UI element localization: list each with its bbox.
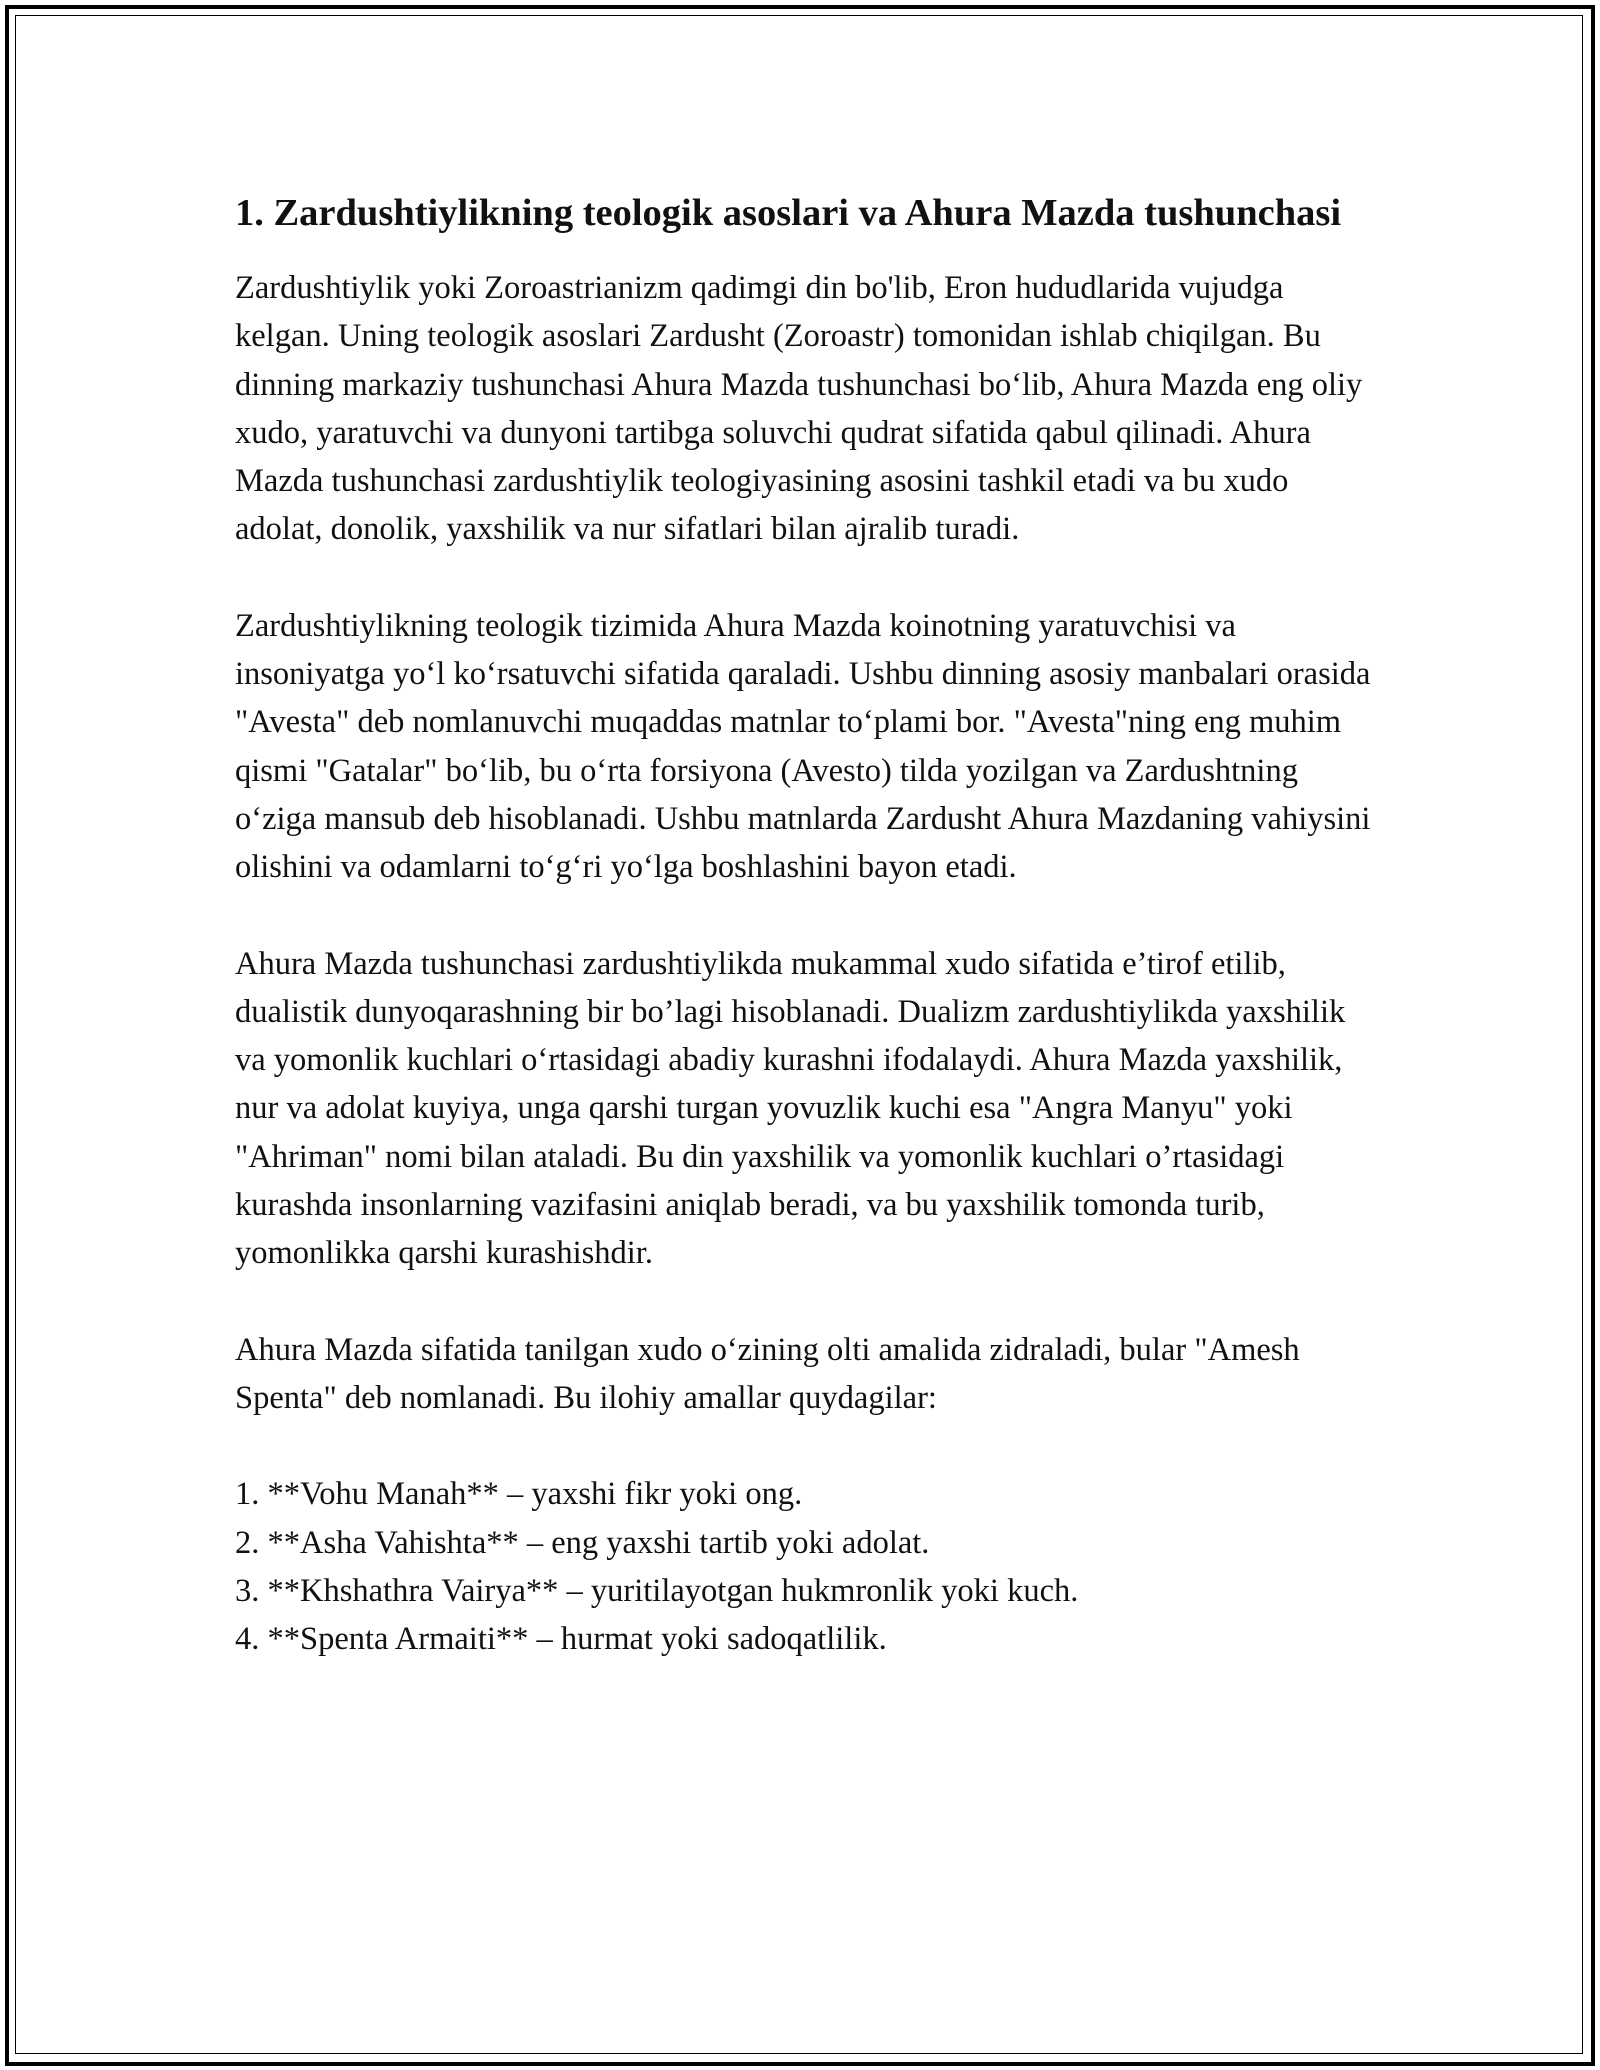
list-item: 2. **Asha Vahishta** – eng yaxshi tartib yoki adolat.	[235, 1524, 930, 1561]
list-item: 1. **Vohu Manah** – yaxshi fikr yoki ong.	[235, 1476, 803, 1513]
paragraph-4: Ahura Mazda sifatida tanilgan xudo o‘zining olti amalida zidraladi, bular "Amesh Spenta" deb nomlanadi. Bu ilohiy amallar quydagilar:	[235, 1331, 1300, 1416]
list-item: 4. **Spenta Armaiti** – hurmat yoki sadoqatlilik.	[235, 1621, 887, 1658]
list-item: 3. **Khshathra Vairya** – yuritilayotgan hukmronlik yoki kuch.	[235, 1572, 1079, 1609]
paragraph-3: Ahura Mazda tushunchasi zardushtiylikda mukammal xudo sifatida e’tirof etilib, dualistik dunyoqarashning bir bo’lagi hisoblanadi. Dualizm zardushtiylikda yaxshilik va yomonlik kuchlari o‘rtasidagi abadiy kurashni ifodalaydi. Ahura Mazda yaxshilik, nur va adolat kuyiya, unga qarshi turgan yovuzlik kuchi esa "Angra Manyu" yoki "Ahriman" nomi bilan ataladi. Bu din yaxshilik va yomonlik kuchlari o’rtasidagi kurashda insonlarning vazifasini aniqlab beradi, va bu yaxshilik tomonda turib, yomonlikka qarshi kurashishdir.	[235, 945, 1346, 1272]
section-heading: 1. Zardushtiylikning teologik asoslari va Ahura Mazda tushunchasi	[235, 192, 1342, 234]
paragraph-2: Zardushtiylikning teologik tizimida Ahura Mazda koinotning yaratuvchisi va insoniyatga yo‘l ko‘rsatuvchi sifatida qaraladi. Ushbu dinning asosiy manbalari orasida "Avesta" deb nomlanuvchi muqaddas matnlar to‘plami bor. "Avesta"ning eng muhim qismi "Gatalar" bo‘lib, bu o‘rta forsiyona (Avesto) tilda yozilgan va Zardushtning o‘ziga mansub deb hisoblanadi. Ushbu matnlarda Zardusht Ahura Mazdaning vahiysini olishini va odamlarni to‘g‘ri yo‘lga boshlashini bayon etadi.	[235, 607, 1371, 886]
amesha-spenta-list	[235, 1470, 1375, 1663]
paragraph-1: Zardushtiylik yoki Zoroastrianizm qadimgi din bo'lib, Eron hududlarida vujudga kelgan. Uning teologik asoslari Zardusht (Zoroastr) tomonidan ishlab chiqilgan. Bu dinning markaziy tushunchasi Ahura Mazda tushunchasi bo‘lib, Ahura Mazda eng oliy xudo, yaratuvchi va dunyoni tartibga soluvchi qudrat sifatida qabul qilinadi. Ahura Mazda tushunchasi zardushtiylik teologiyasining asosini tashkil etadi va bu xudo adolat, donolik, yaxshilik va nur sifatlari bilan ajralib turadi.	[235, 270, 1363, 548]
document-body	[235, 186, 1375, 1663]
